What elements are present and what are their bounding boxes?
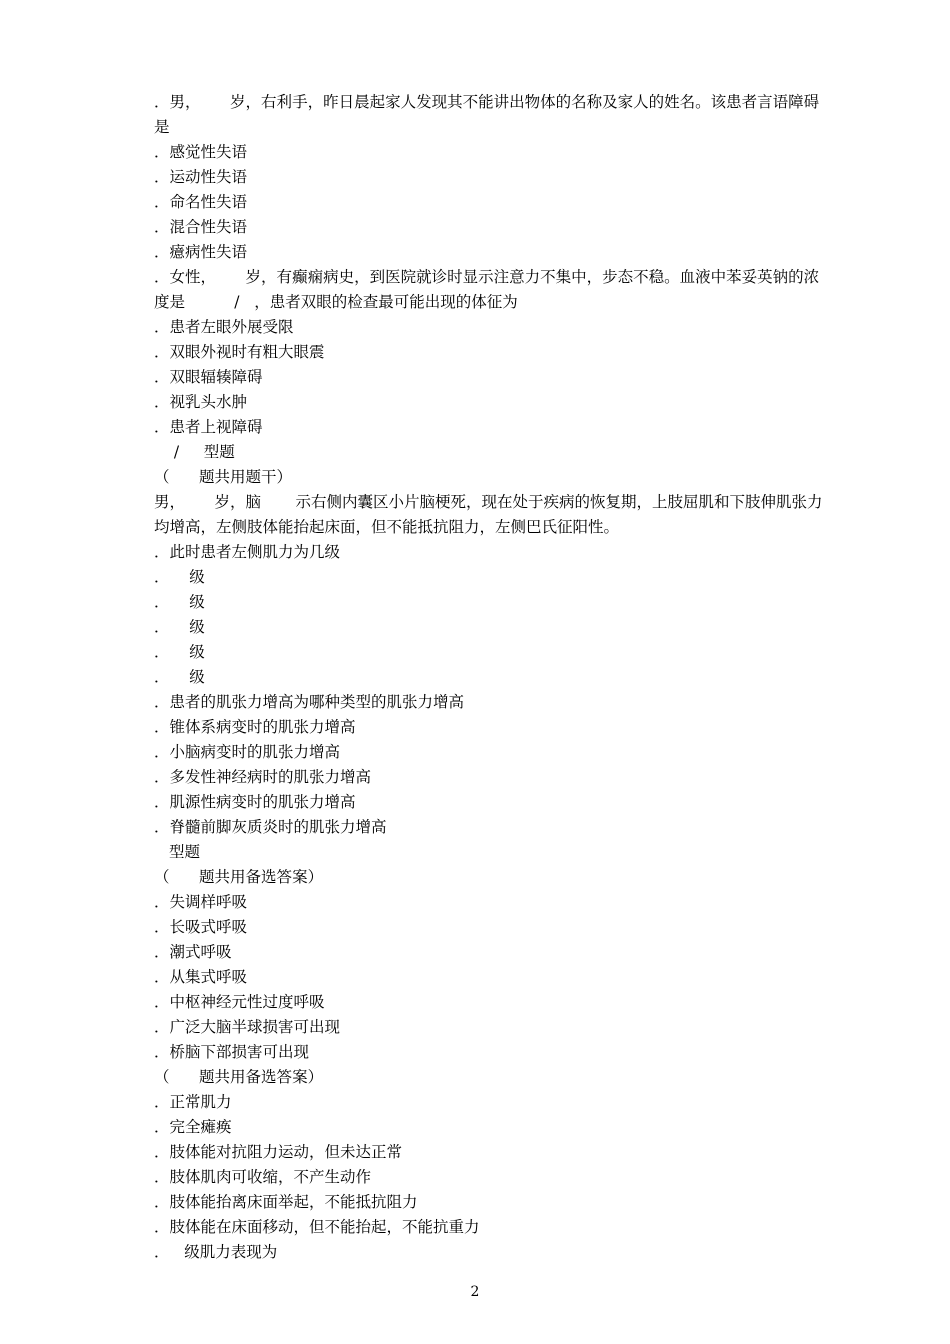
text-line: ．广泛大脑半球损害可出现: [154, 1018, 341, 1036]
text-line: （ 题共用备选答案）: [154, 868, 324, 886]
text-line: 型题: [169, 843, 201, 861]
text-line: ．男， 岁，右利手，昨日晨起家人发现其不能讲出物体的名称及家人的姓名。该患者言语障碍是: [154, 93, 820, 136]
text-line: ．桥脑下部损害可出现: [154, 1043, 310, 1061]
document-body: [114, 90, 834, 1265]
text-line: ．双眼辐辏障碍: [154, 368, 263, 386]
text-line: （ 题共用备选答案）: [154, 1068, 324, 1086]
text-line: 男， 岁，脑 示右侧内囊区小片脑梗死，现在处于疾病的恢复期，上肢屈肌和下肢伸肌张力均增高，左侧肢体能抬起床面，但不能抵抗阻力，左侧巴氏征阳性。: [154, 493, 823, 536]
text-line: ．脊髓前脚灰质炎时的肌张力增高: [154, 818, 387, 836]
text-line: ．潮式呼吸: [154, 943, 232, 961]
text-line: ．混合性失语: [154, 218, 248, 236]
text-line: ．女性， 岁，有癫痫病史，到医院就诊时显示注意力不集中，步态不稳。血液中苯妥英钠的浓度是 / ，患者双眼的检查最可能出现的体征为: [154, 268, 820, 311]
text-line: ．肢体能抬离床面举起，不能抵抗阻力: [154, 1193, 418, 1211]
text-line: ．失调样呼吸: [154, 893, 248, 911]
text-line: ．完全瘫痪: [154, 1118, 232, 1136]
text-line: ．肌源性病变时的肌张力增高: [154, 793, 356, 811]
text-line: ．从集式呼吸: [154, 968, 248, 986]
text-line: ．运动性失语: [154, 168, 248, 186]
text-line: / 型题: [169, 443, 235, 461]
text-line: ． 级: [154, 668, 205, 686]
text-line: ．多发性神经病时的肌张力增高: [154, 768, 372, 786]
text-line: ．感觉性失语: [154, 143, 248, 161]
text-line: ．长吸式呼吸: [154, 918, 248, 936]
text-line: ．患者左眼外展受限: [154, 318, 294, 336]
text-line: ．肢体能对抗阻力运动，但未达正常: [154, 1143, 403, 1161]
text-line: ． 级: [154, 593, 205, 611]
text-line: ．此时患者左侧肌力为几级: [154, 543, 341, 561]
text-line: ．小脑病变时的肌张力增高: [154, 743, 341, 761]
text-line: （ 题共用题干）: [154, 468, 293, 486]
text-line: ．肢体能在床面移动，但不能抬起，不能抗重力: [154, 1218, 480, 1236]
text-line: ． 级: [154, 643, 205, 661]
text-line: ． 级: [154, 618, 205, 636]
text-line: ．中枢神经元性过度呼吸: [154, 993, 325, 1011]
text-line: ．命名性失语: [154, 193, 248, 211]
text-line: ．视乳头水肿: [154, 393, 248, 411]
text-line: ．正常肌力: [154, 1093, 232, 1111]
text-line: ．患者的肌张力增高为哪种类型的肌张力增高: [154, 693, 465, 711]
text-line: ． 级: [154, 568, 205, 586]
text-line: ．癔病性失语: [154, 243, 248, 261]
text-line: ．肢体肌肉可收缩，不产生动作: [154, 1168, 372, 1186]
text-line: ． 级肌力表现为: [154, 1243, 278, 1261]
text-line: ．双眼外视时有粗大眼震: [154, 343, 325, 361]
text-line: ．患者上视障碍: [154, 418, 263, 436]
text-line: ．锥体系病变时的肌张力增高: [154, 718, 356, 736]
page-number: 2: [470, 1284, 480, 1300]
